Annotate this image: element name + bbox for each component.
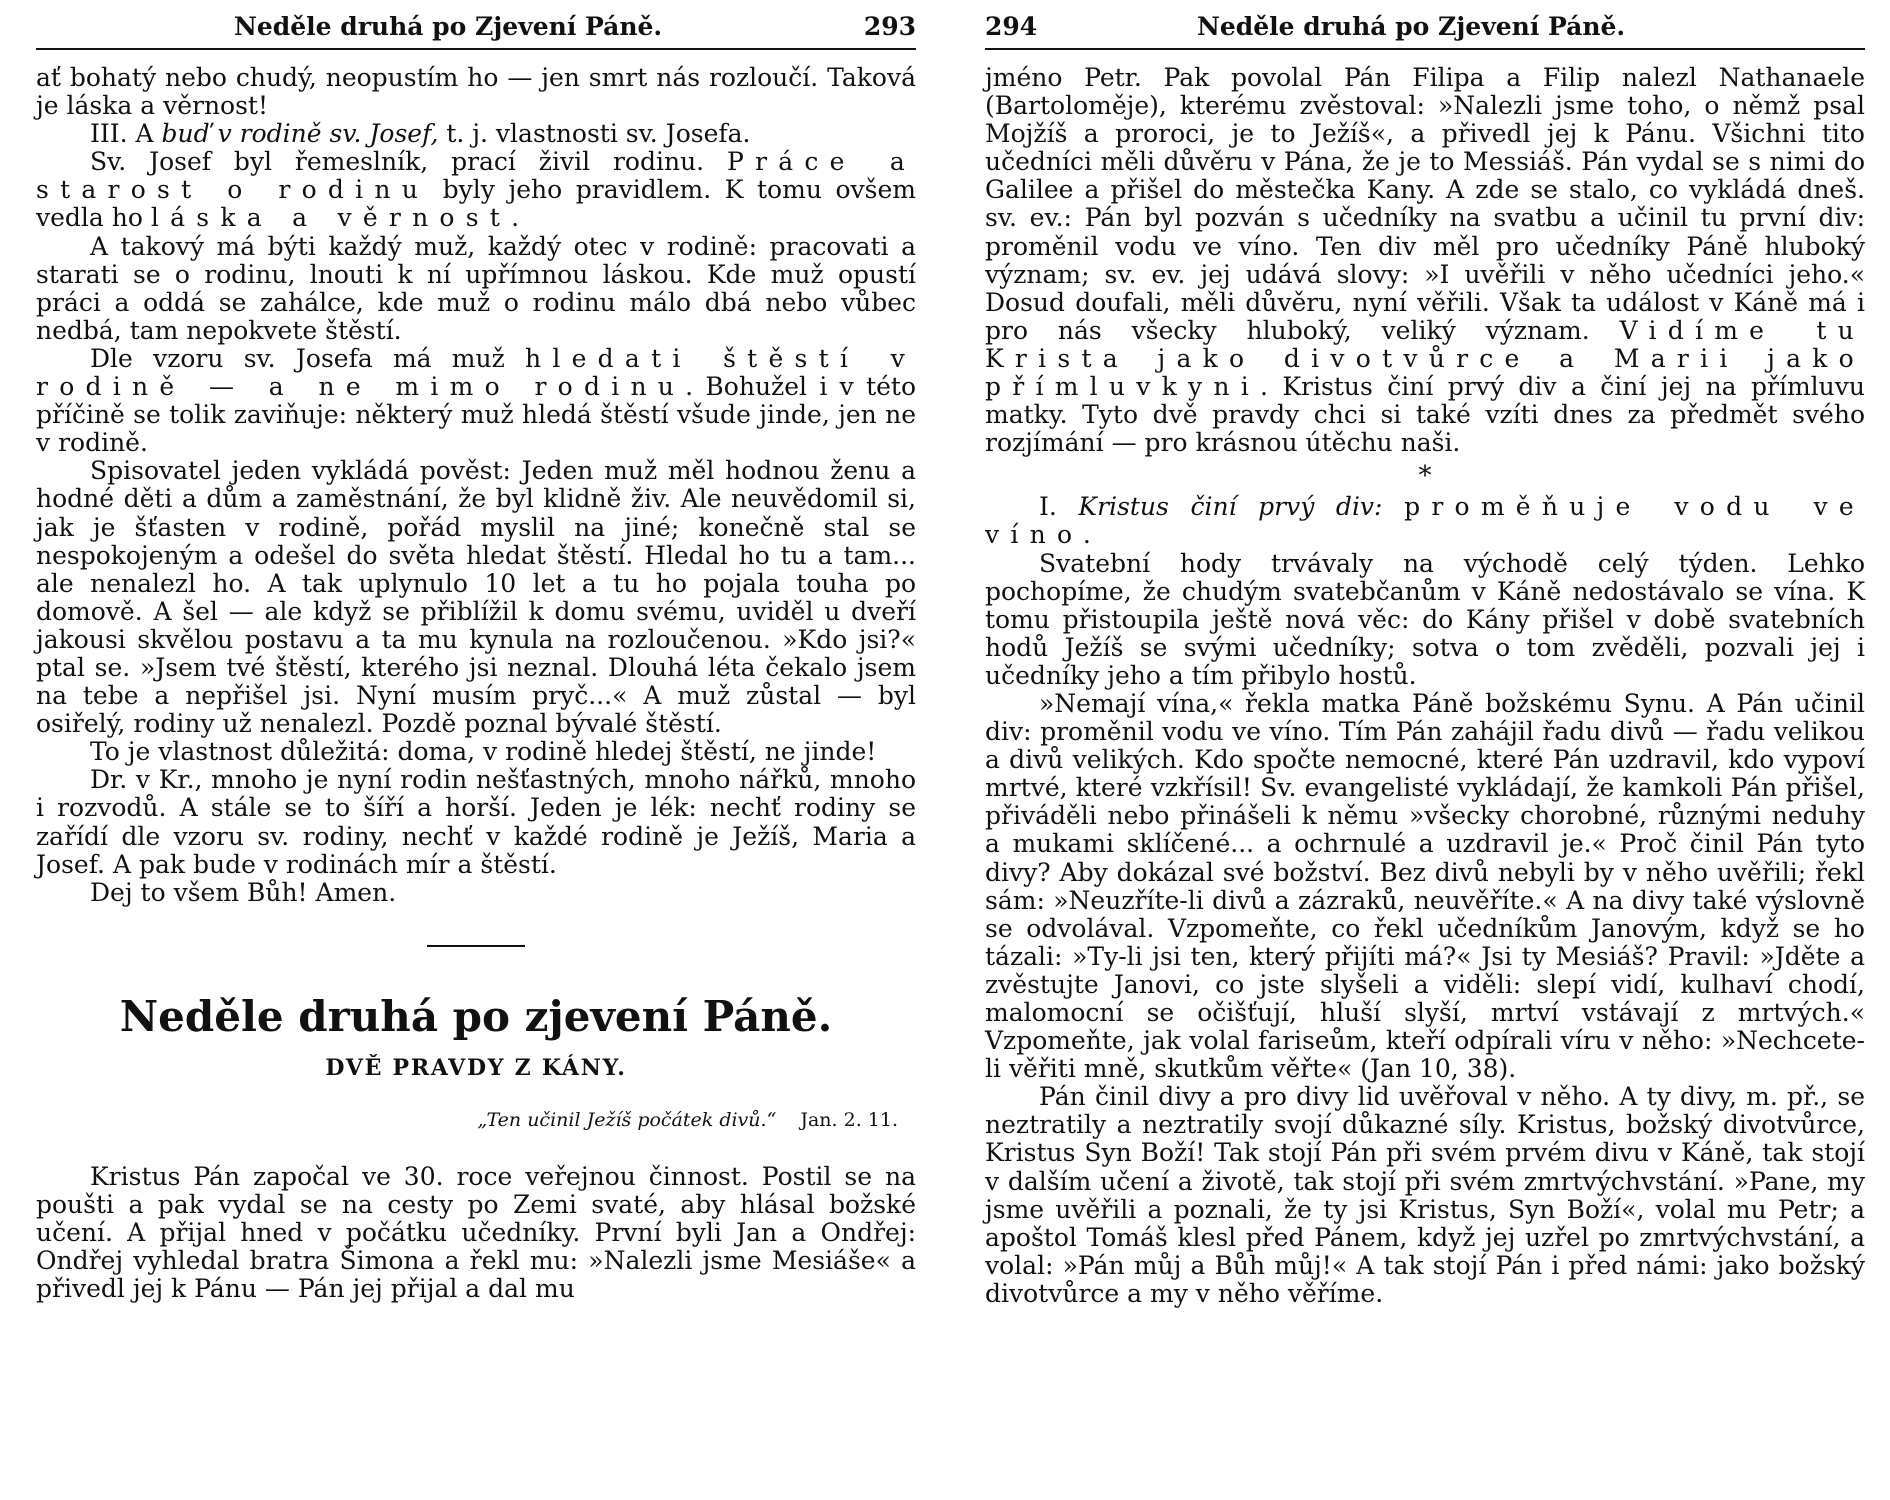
right-header-title: Neděle druhá po Zjevení Páně. [1197, 12, 1626, 41]
left-paragraph-9: Dej to všem Bůh! Amen. [90, 877, 397, 907]
text-run: Sv. Josef byl řemeslník, prací živil rodinu. [90, 147, 727, 177]
right-paragraph-3: »Nemají vína,« řekla matka Páně božskému Synu. A Pán učinil div: proměnil vodu ve víno. Tím Pán zahájil řadu divů — řadu velikou a divů velikých. Kdo spočte nemocné, které Pán uzdravil, kdo vypoví mrtvé, které vzkřísil! Sv. evangelisté vykládají, že kamkoli Pán přišel, přiváděli nebo přinášeli k němu »všecky chorobné, různými neduhy a mukami sklíčené... a ochrnulé a uzdravil je.« Proč činil Pán tyto divy? Aby dokázal své božství. Bez divů nebyli by v něho uvěřili; řekl sám: »Neuzříte-li divů a zázraků, neuvěříte.« A na divy také výslovně se odvolával. Vzpomeňte, co řekl učedníkům Janovým, když se ho tázali: »Ty-li jsi ten, který přijíti má?« Jsi ty Mesiáš? Pravil: »Jděte a zvěstujte Janovi, co jste slyšeli a viděli: slepí vidí, kulhaví chodí, malomocní se očišťují, hluší slyší, mrtví vstávají z mrtvých.« Vzpomeňte, jak volal fariseům, kteří odpírali víru v něho: »Nechcete-li věřiti mně, skutkům věřte« (Jan 10, 38). [985, 688, 1865, 1084]
section-heading [985, 493, 1865, 549]
heading-italic: Kristus činí prvý div: [1078, 492, 1405, 522]
left-paragraph-4: A takový má býti každý muž, každý otec v rodině: pracovati a starati se o rodinu, lnouti k ní upřímnou láskou. Kde muž opustí práci a oddá se zahálce, kde muž o rodinu málo dbá nebo vůbec nedbá, tam nepokvete štěstí. [36, 231, 916, 345]
text-run: jméno Petr. Pak povolal Pán Filipa a Filip nalezl Nathanaele (Bartoloměje), kterému zvěstoval: »Nalezli jsme toho, o němž psal Mojžíš a proroci, je to Ježíš«, a přivedl jej k Pánu. Všichni tito učedníci měli důvěru v Pána, že je to Messiáš. Pán vydal se s nimi do Galilee a přišel do městečka Kany. A zde se stalo, co vykládá dneš. sv. ev.: Pán byl pozván s učedníky na svatbu a učinil tu první div: proměnil vodu ve víno. Ten div měl pro učedníky Páně hluboký význam; sv. ev. jej udává slovy: »I uvěřili v něho učedníci jeho.« Dosud doufali, měli důvěru, nyní věřili. Však ta událost v Káně má i pro nás všecky hluboký, veliký význam. [985, 63, 1865, 345]
left-header-title: Neděle druhá po Zjevení Páně. [234, 12, 663, 41]
heading-spaced: proměňuje vodu ve víno. [985, 492, 1865, 550]
left-paragraph-section-three: III. A buď v rodině sv. Josef, t. j. vlastnosti sv. Josefa. [90, 119, 751, 149]
section-divider [427, 945, 525, 947]
spaced-emphasis: Práce a starost o rodinu [36, 147, 917, 205]
right-page-number: 294 [985, 12, 1038, 41]
left-body-text [36, 64, 916, 1303]
sermon-title: Neděle druhá po zjevení Páně. [119, 991, 833, 1041]
right-running-head [985, 6, 1865, 50]
spaced-emphasis: láska a věrnost [150, 203, 512, 233]
epigraph-quote: „Ten učinil Ježíš počátek divů.“ [477, 1108, 777, 1131]
left-paragraph-josef [36, 148, 916, 232]
left-paragraph-5 [36, 345, 916, 457]
left-paragraph-10: Kristus Pán započal ve 30. roce veřejnou činnost. Postil se na poušti a pak vydal se na cesty po Zemi svaté, aby hlásal božské učení. A přijal hned v počátku učedníky. První byli Jan a Ondřej: Ondřej vyhledal bratra Šimona a řekl mu: »Nalezli jsme Mesiáše« a přivedl jej k Pánu — Pán jej přijal a dal mu [36, 1161, 916, 1304]
text-run: byly jeho pravidlem. K tomu ovšem vedla ho [36, 175, 917, 233]
left-running-head [36, 6, 916, 50]
right-paragraph-2: Svatební hody trvávaly na východě celý týden. Lehko pochopíme, že chudým svatebčanům v Káně nedostávalo se vína. K tomu přistoupila ještě nová věc: do Kány přišel v době svatebních hodů Ježíš se svými učedníky; sotva o tom zvěděli, pozvali jej i učedníky jeho a tím přibylo hostů. [985, 548, 1865, 690]
epigraph-reference: Jan. 2. 11. [800, 1108, 898, 1131]
spaced-emphasis: hledati štěstí v rodině — a ne mimo rodinu [36, 343, 916, 402]
text-run: . Kristus činí prvý div a činí jej na přímluvu matky. Tyto dvě pravdy chci si také vzíti dnes za předmět svého rozjímání — pro krásnou útěchu naši. [985, 372, 1865, 458]
sermon-subtitle: DVĚ PRAVDY Z KÁNY. [325, 1054, 627, 1081]
asterisk-separator: * [1418, 461, 1432, 492]
heading-prefix: I. [1039, 492, 1079, 522]
spaced-emphasis: Vidíme tu Krista jako divotvůrce a Marii jako přímluvkyni [985, 315, 1865, 402]
text-run: Dle vzoru sv. Josefa má muž [90, 343, 526, 373]
left-paragraph-6: Spisovatel jeden vykládá pověst: Jeden muž měl hodnou ženu a hodné děti a dům a zaměstnání, že byl klidně živ. Ale neuvědomil si, jak je šťasten v rodině, pořád myslil na jiné; konečně stal se nespokojeným a odešel do světa hledat štěstí. Hledal ho tu a tam... ale nenalezl ho. A tak uplynulo 10 let a tu ho pojala touha po domově. A šel — ale když se přiblížil k domu svému, uviděl u dveří jakousi skvělou postavu a ta mu kynula na rozloučenou. »Kdo jsi?« ptal se. »Jsem tvé štěstí, kterého jsi neznal. Dlouhá léta čekalo jsem na tebe a nepřišel jsi. Nyní musím pryč...« A muž zůstal — byl osiřelý, rodiny už nenalezl. Pozdě poznal bývalé štěstí. [36, 456, 916, 739]
epigraph [36, 1109, 898, 1131]
left-paragraph-8: Dr. v Kr., mnoho je nyní rodin nešťastných, mnoho nářků, mnoho i rozvodů. A stále se to šíří a horší. Jeden je lék: nechť rodiny se zařídí dle vzoru sv. rodiny, nechť v každé rodině je Ježíš, Maria a Josef. A pak bude v rodinách mír a štěstí. [36, 765, 916, 879]
left-page [36, 0, 916, 1500]
left-paragraph-continuation: ať bohatý nebo chudý, neopustím ho — jen smrt nás rozloučí. Taková je láska a věrnost! [36, 63, 916, 121]
left-page-number: 293 [863, 12, 916, 41]
right-paragraph-1 [985, 64, 1865, 457]
right-paragraph-4: Pán činil divy a pro divy lid uvěřoval v něho. A ty divy, m. př., se neztratily a neztratily svojí důkazné síly. Kristus, božský divotvůrce, Kristus Syn Boží! Tak stojí Pán při svém prvém divu v Káně, tak stojí v dalším učení a životě, tak stojí při svém zmrtvýchvstání. »Pane, my jsme uvěřili a poznali, že ty jsi Kristus, Syn Boží«, volal mu Petr; a apoštol Tomáš klesl před Pánem, když jej uzřel po zmrtvýchvstání, a volal: »Pán můj a Bůh můj!« A tak stojí Pán i před námi: jako božský divotvůrce a my v něho věříme. [985, 1082, 1865, 1308]
right-body-text [985, 64, 1865, 1308]
left-paragraph-7: To je vlastnost důležitá: doma, v rodině hledej štěstí, ne jinde! [90, 737, 877, 767]
right-page [985, 0, 1865, 1500]
text-run: . Bohužel i v této příčině se tolik zaviňuje: některý muž hledá štěstí všude jinde, jen ne v rodině. [36, 372, 917, 458]
text-run: . [511, 203, 520, 233]
